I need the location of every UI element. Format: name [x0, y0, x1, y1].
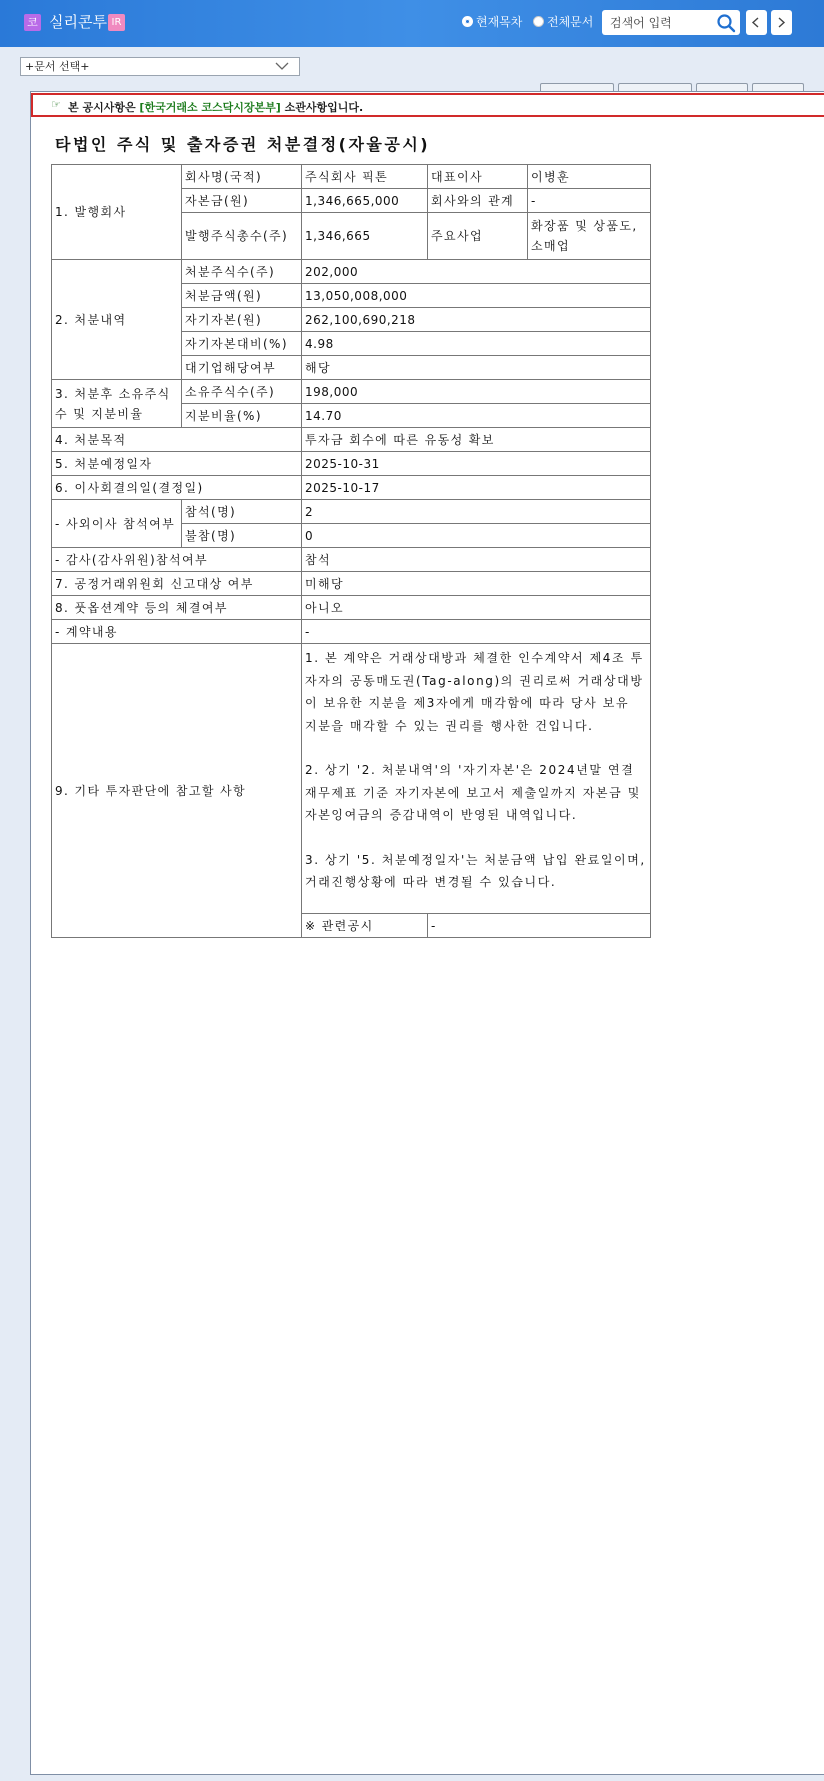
table-row: [52, 380, 651, 404]
notice-banner: [31, 93, 824, 117]
company-name[interactable]: 실리콘투: [49, 13, 107, 31]
disclosure-table: [51, 164, 651, 938]
company-badge: 코: [24, 14, 41, 31]
cell-label: 발행주식총수(주): [182, 213, 302, 260]
top-header-bar: [0, 0, 824, 47]
cell-value: 화장품 및 상품도,소매업: [528, 213, 651, 260]
cell-label: ※ 관련공시: [302, 914, 428, 938]
cell-label: 6. 이사회결의일(결정일): [52, 476, 302, 500]
note-paragraph: 2. 상기 '2. 처분내역'의 '자기자본'은 2024년말 연결재무제표 기준 자기자본에 보고서 제출일까지 자본금 및 자본잉여금의 증감내역이 반영된 내역입니다.: [305, 763, 641, 822]
cell-label: 자기자본대비(%): [182, 332, 302, 356]
cell-value: 참석: [302, 548, 651, 572]
cell-label: 자본금(원): [182, 189, 302, 213]
document-select[interactable]: [20, 57, 300, 76]
issuer-section-label: 1. 발행회사: [52, 165, 182, 260]
cell-label: 회사명(국적): [182, 165, 302, 189]
cell-label: 소유주식수(주): [182, 380, 302, 404]
table-row: [52, 476, 651, 500]
table-row: [52, 428, 651, 452]
table-row: [52, 548, 651, 572]
table-row: [52, 260, 651, 284]
radio-selected-icon[interactable]: [462, 16, 473, 27]
table-row: [52, 452, 651, 476]
cell-label: 처분금액(원): [182, 284, 302, 308]
cell-value: 262,100,690,218: [302, 308, 651, 332]
cell-value: 4.98: [302, 332, 651, 356]
outside-directors-label: - 사외이사 참석여부: [52, 500, 182, 548]
radio-all-label: 전체문서: [547, 15, 594, 29]
ir-badge[interactable]: IR: [108, 14, 125, 31]
cell-label: 처분주식수(주): [182, 260, 302, 284]
cell-label: 불참(명): [182, 524, 302, 548]
pointing-hand-icon: ☞: [51, 98, 61, 111]
cell-label: 참석(명): [182, 500, 302, 524]
table-row: [52, 500, 651, 524]
cell-value: 투자금 회수에 따른 유동성 확보: [302, 428, 651, 452]
cell-value: 0: [302, 524, 651, 548]
radio-all-documents[interactable]: [533, 13, 593, 30]
table-row: [52, 644, 651, 914]
document-select-value: +문서 선택+: [25, 60, 90, 73]
cell-value: 1,346,665: [302, 213, 428, 260]
cell-value: 2025-10-17: [302, 476, 651, 500]
cell-label: 대기업해당여부: [182, 356, 302, 380]
cell-label: 주요사업: [428, 213, 528, 260]
cell-value: 1,346,665,000: [302, 189, 428, 213]
cell-label: - 감사(감사위원)참석여부: [52, 548, 302, 572]
table-row: [52, 596, 651, 620]
radio-current-toc[interactable]: [462, 13, 522, 30]
search-input[interactable]: [608, 13, 712, 33]
cell-value: 이병훈: [528, 165, 651, 189]
cell-value: -: [428, 914, 651, 938]
radio-unselected-icon[interactable]: [533, 16, 544, 27]
cell-value: 2025-10-31: [302, 452, 651, 476]
cell-value: -: [302, 620, 651, 644]
cell-value: 주식회사 픽톤: [302, 165, 428, 189]
chevron-right-icon: [776, 17, 786, 28]
note-paragraph: 3. 상기 '5. 처분예정일자'는 처분금액 납입 완료일이며, 거래진행상황에 따라 변경될 수 있습니다.: [305, 852, 646, 889]
table-row: [52, 572, 651, 596]
other-section-label: 9. 기타 투자판단에 참고할 사항: [52, 644, 302, 938]
cell-label: 대표이사: [428, 165, 528, 189]
cell-label: - 계약내용: [52, 620, 302, 644]
cell-label: 4. 처분목적: [52, 428, 302, 452]
cell-label: 8. 풋옵션계약 등의 체결여부: [52, 596, 302, 620]
chevron-down-icon: [275, 62, 289, 71]
disposal-section-label: 2. 처분내역: [52, 260, 182, 380]
cell-value: 아니오: [302, 596, 651, 620]
cell-value: 198,000: [302, 380, 651, 404]
notice-text: 본 공시사항은 [한국거래소 코스닥시장본부] 소관사항입니다.: [68, 101, 364, 114]
prev-button[interactable]: [746, 10, 767, 35]
cell-value: 14.70: [302, 404, 651, 428]
cell-label: 5. 처분예정일자: [52, 452, 302, 476]
other-notes-cell: [302, 644, 651, 914]
cell-value: 해당: [302, 356, 651, 380]
cell-value: 202,000: [302, 260, 651, 284]
search-box[interactable]: [602, 10, 740, 35]
document-title: 타법인 주식 및 출자증권 처분결정(자율공시): [55, 135, 431, 154]
note-paragraph: 1. 본 계약은 거래상대방과 체결한 인수계약서 제4조 투자자의 공동매도권(Tag-along)의 권리로써 거래상대방이 보유한 지분을 제3자에게 매각함에 따라 당사 보유 지분을 매각할 수 있는 권리를 행사한 건입니다.: [305, 651, 644, 733]
cell-label: 7. 공정거래위원회 신고대상 여부: [52, 572, 302, 596]
cell-value: 13,050,008,000: [302, 284, 651, 308]
after-section-label: 3. 처분후 소유주식수 및 지분비율: [52, 380, 182, 428]
cell-label: 자기자본(원): [182, 308, 302, 332]
cell-label: 회사와의 관계: [428, 189, 528, 213]
cell-value: 2: [302, 500, 651, 524]
search-icon[interactable]: [716, 13, 736, 33]
cell-value: -: [528, 189, 651, 213]
table-row: [52, 620, 651, 644]
radio-current-label: 현재목차: [476, 15, 523, 29]
next-button[interactable]: [771, 10, 792, 35]
cell-label: 지분비율(%): [182, 404, 302, 428]
table-row: [52, 165, 651, 189]
cell-value: 미해당: [302, 572, 651, 596]
chevron-left-icon: [751, 17, 761, 28]
